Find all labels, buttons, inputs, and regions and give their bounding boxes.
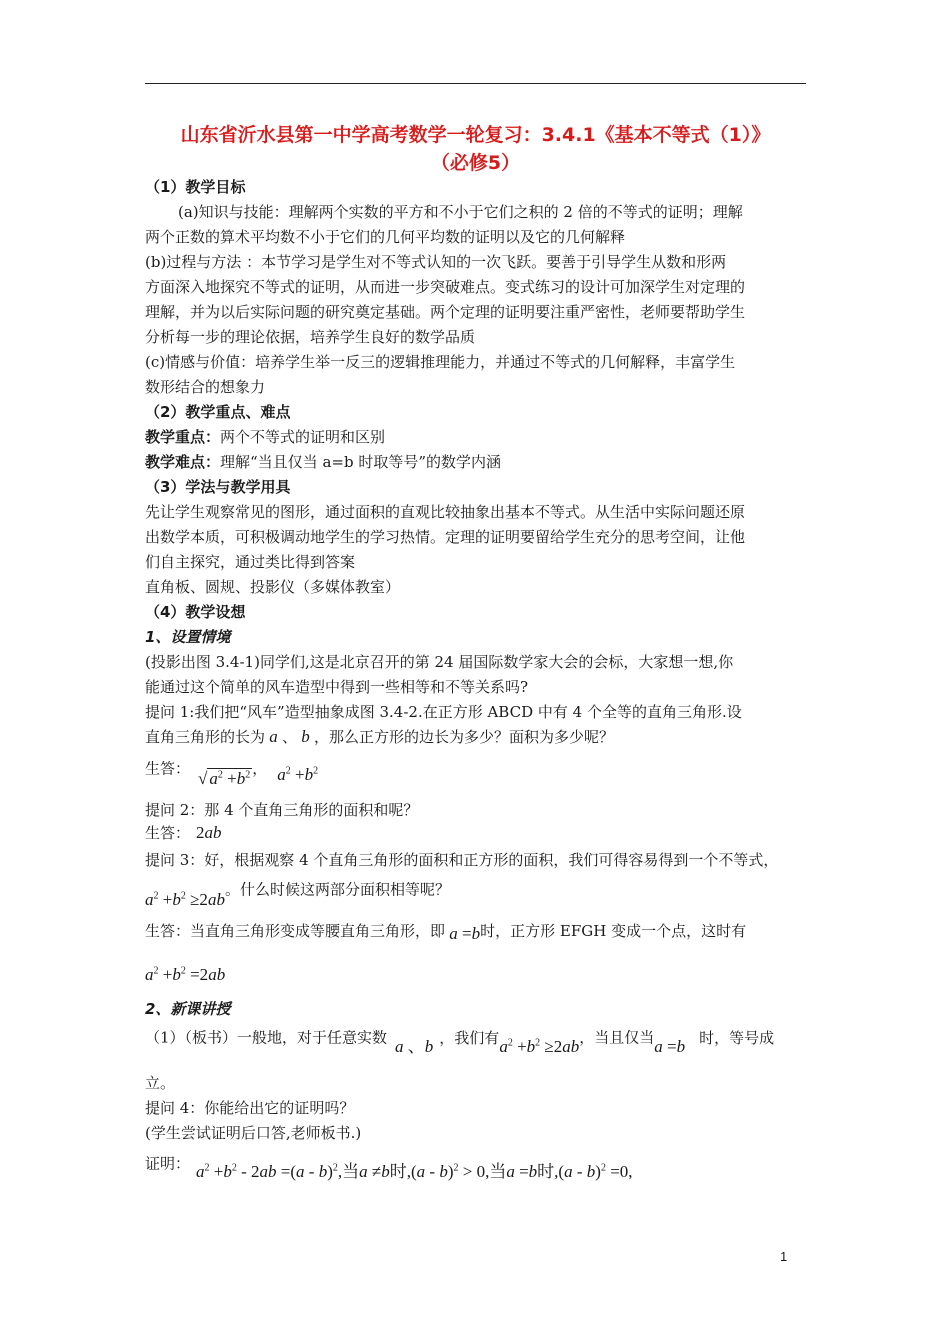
key-point-text: 两个不等式的证明和区别: [220, 428, 386, 446]
question1-text-end: ，那么正方形的边长为多少？面积为多少呢？: [314, 728, 615, 746]
situation-line2: 能通过这个简单的风车造型中得到一些相等和不等关系吗?: [145, 678, 529, 696]
lesson-text-end: 时，等号成: [699, 1028, 775, 1047]
lesson-line1: [145, 1023, 775, 1056]
question1-line1: 提问 1:我们把“风车”造型抽象成图 3.4-2.在正方形 ABCD 中有 4 个全等的直角三角形.设: [145, 703, 742, 721]
key-point-label: 教学重点：: [145, 428, 221, 446]
formula-ab-vars: a 、b: [395, 1036, 434, 1056]
section-heading-objectives: （1）教学目标: [145, 178, 246, 196]
formula-equality: $a^2 +b^2 =2ab$: [145, 964, 226, 984]
answer3: [145, 920, 746, 942]
header-rule: [145, 83, 806, 84]
difficulty-point: [145, 451, 501, 473]
answer1: 生答： √ $a^2 +b^2$ ， $a^2 +b^2$: [145, 759, 319, 788]
question1-text: 直角三角形的长为: [145, 728, 266, 746]
question1-line2: 直角三角形的长为 a 、 b ，那么正方形的边长为多少？面积为多少呢？: [145, 727, 615, 746]
lesson-text: （1）（板书）一般地，对于任意实数: [145, 1028, 388, 1047]
objective-b-line1: (b)过程与方法 ：本节学习是学生对不等式认知的一次飞跃。要善于引导学生从数和形两: [145, 253, 727, 271]
methods-line1: 先让学生观察常见的图形，通过面积的直观比较抽象出基本不等式。从生活中实际问题还原: [145, 503, 746, 521]
section-heading-keypoints: （2）教学重点、难点: [145, 403, 291, 421]
question2: 提问 2：那 4 个直角三角形的面积和呢？: [145, 801, 419, 819]
question3-line1: 提问 3：好，根据观察 4 个直角三角形的面积和正方形的面积，我们可得容易得到一个不等式，: [145, 851, 779, 869]
objective-b-line2: 方面深入地探究不等式的证明，从而进一步突破难点。变式练习的设计可加深学生对定理的: [145, 278, 746, 296]
objective-b-line3: 理解，并为以后实际问题的研究奠定基础。两个定理的证明要注重严密性，老师要帮助学生: [145, 303, 746, 321]
objective-a-line2: 两个正数的算术平均数不小于它们的几何平均数的证明以及它的几何解释: [145, 228, 626, 246]
lesson-text-mid: ，我们有: [439, 1028, 500, 1047]
answer3-text: 生答：当直角三角形变成等腰直角三角形，即: [145, 922, 446, 940]
subsection-situation: 1、设置情境: [145, 628, 231, 646]
formula-sum-squares: $a^2 +b^2$: [277, 764, 319, 784]
answer-label: 生答：: [145, 824, 191, 842]
answer3-text-end: 时，正方形 EFGH 变成一个点，这时有: [480, 922, 747, 940]
teacher-note: (学生尝试证明后口答,老师板书.): [145, 1124, 362, 1142]
formula-proof: $a^2 +b^2 - 2ab =(a - b)^2$,当a ≠b时,(a - b)$^2$ > 0,当a =b时,(a - b)$^2$ =0,: [196, 1161, 633, 1181]
document-title: 山东省沂水县第一中学高考数学一轮复习：3.4.1《基本不等式（1）》: [180, 124, 771, 146]
page-number: 1: [780, 1249, 788, 1264]
question3-line2: [145, 875, 450, 909]
proof-label: 证明：: [145, 1154, 191, 1173]
methods-line3: 们自主探究，通过类比得到答案: [145, 553, 356, 571]
objective-c-line2: 数形结合的想象力: [145, 378, 266, 396]
formula-2ab: 2ab: [196, 823, 222, 842]
methods-line2: 出数学本质，可积极调动地学生的学习热情。定理的证明要留给学生充分的思考空间，让他: [145, 528, 746, 546]
answer-label: 生答：: [145, 759, 191, 778]
difficulty-text: 理解“当且仅当 a=b 时取等号”的数学内涵: [220, 453, 502, 471]
document-subtitle: （必修5）: [430, 152, 521, 174]
formula-a-b: a: [265, 727, 283, 746]
section-heading-design: （4）教学设想: [145, 603, 246, 621]
formula-sqrt: √ $a^2 +b^2$: [198, 768, 251, 788]
proof-line: [145, 1149, 633, 1181]
key-point: [145, 426, 385, 448]
situation-line1: (投影出图 3.4-1)同学们,这是北京召开的第 24 届国际数学家大会的会标，大家想一想,你: [145, 653, 734, 671]
objective-b-line4: 分析每一步的理论依据，培养学生良好的数学品质: [145, 328, 476, 346]
formula-inequality-2: $a^2 +b^2 \ge 2ab$: [499, 1036, 580, 1056]
lesson-line2: 立。: [145, 1074, 176, 1092]
question3-text-end: 。什么时候这两部分面积相等呢？: [224, 880, 450, 899]
lesson-text-mid2: ，当且仅当: [579, 1028, 655, 1047]
answer2: [145, 822, 222, 844]
question4: 提问 4：你能给出它的证明吗？: [145, 1099, 355, 1117]
objective-a-line1: (a)知识与技能：理解两个实数的平方和不小于它们之积的 2 倍的不等式的证明；理解: [178, 203, 743, 221]
formula-inequality: $a^2 +b^2 \ge 2ab$: [145, 889, 225, 909]
section-heading-methods: （3）学法与教学用具: [145, 478, 291, 496]
objective-c-line1: (c)情感与价值：培养学生举一反三的逻辑推理能力，并通过不等式的几何解释，丰富学生: [145, 353, 736, 371]
subsection-new-lesson: 2、新课讲授: [145, 1000, 231, 1018]
tools-line: 直角板、圆规、投影仪（多媒体教室）: [145, 578, 401, 596]
formula-a-eq-b: a =b: [449, 924, 481, 943]
formula-a-eq-b-2: a =b: [654, 1036, 686, 1056]
difficulty-label: 教学难点：: [145, 453, 221, 471]
